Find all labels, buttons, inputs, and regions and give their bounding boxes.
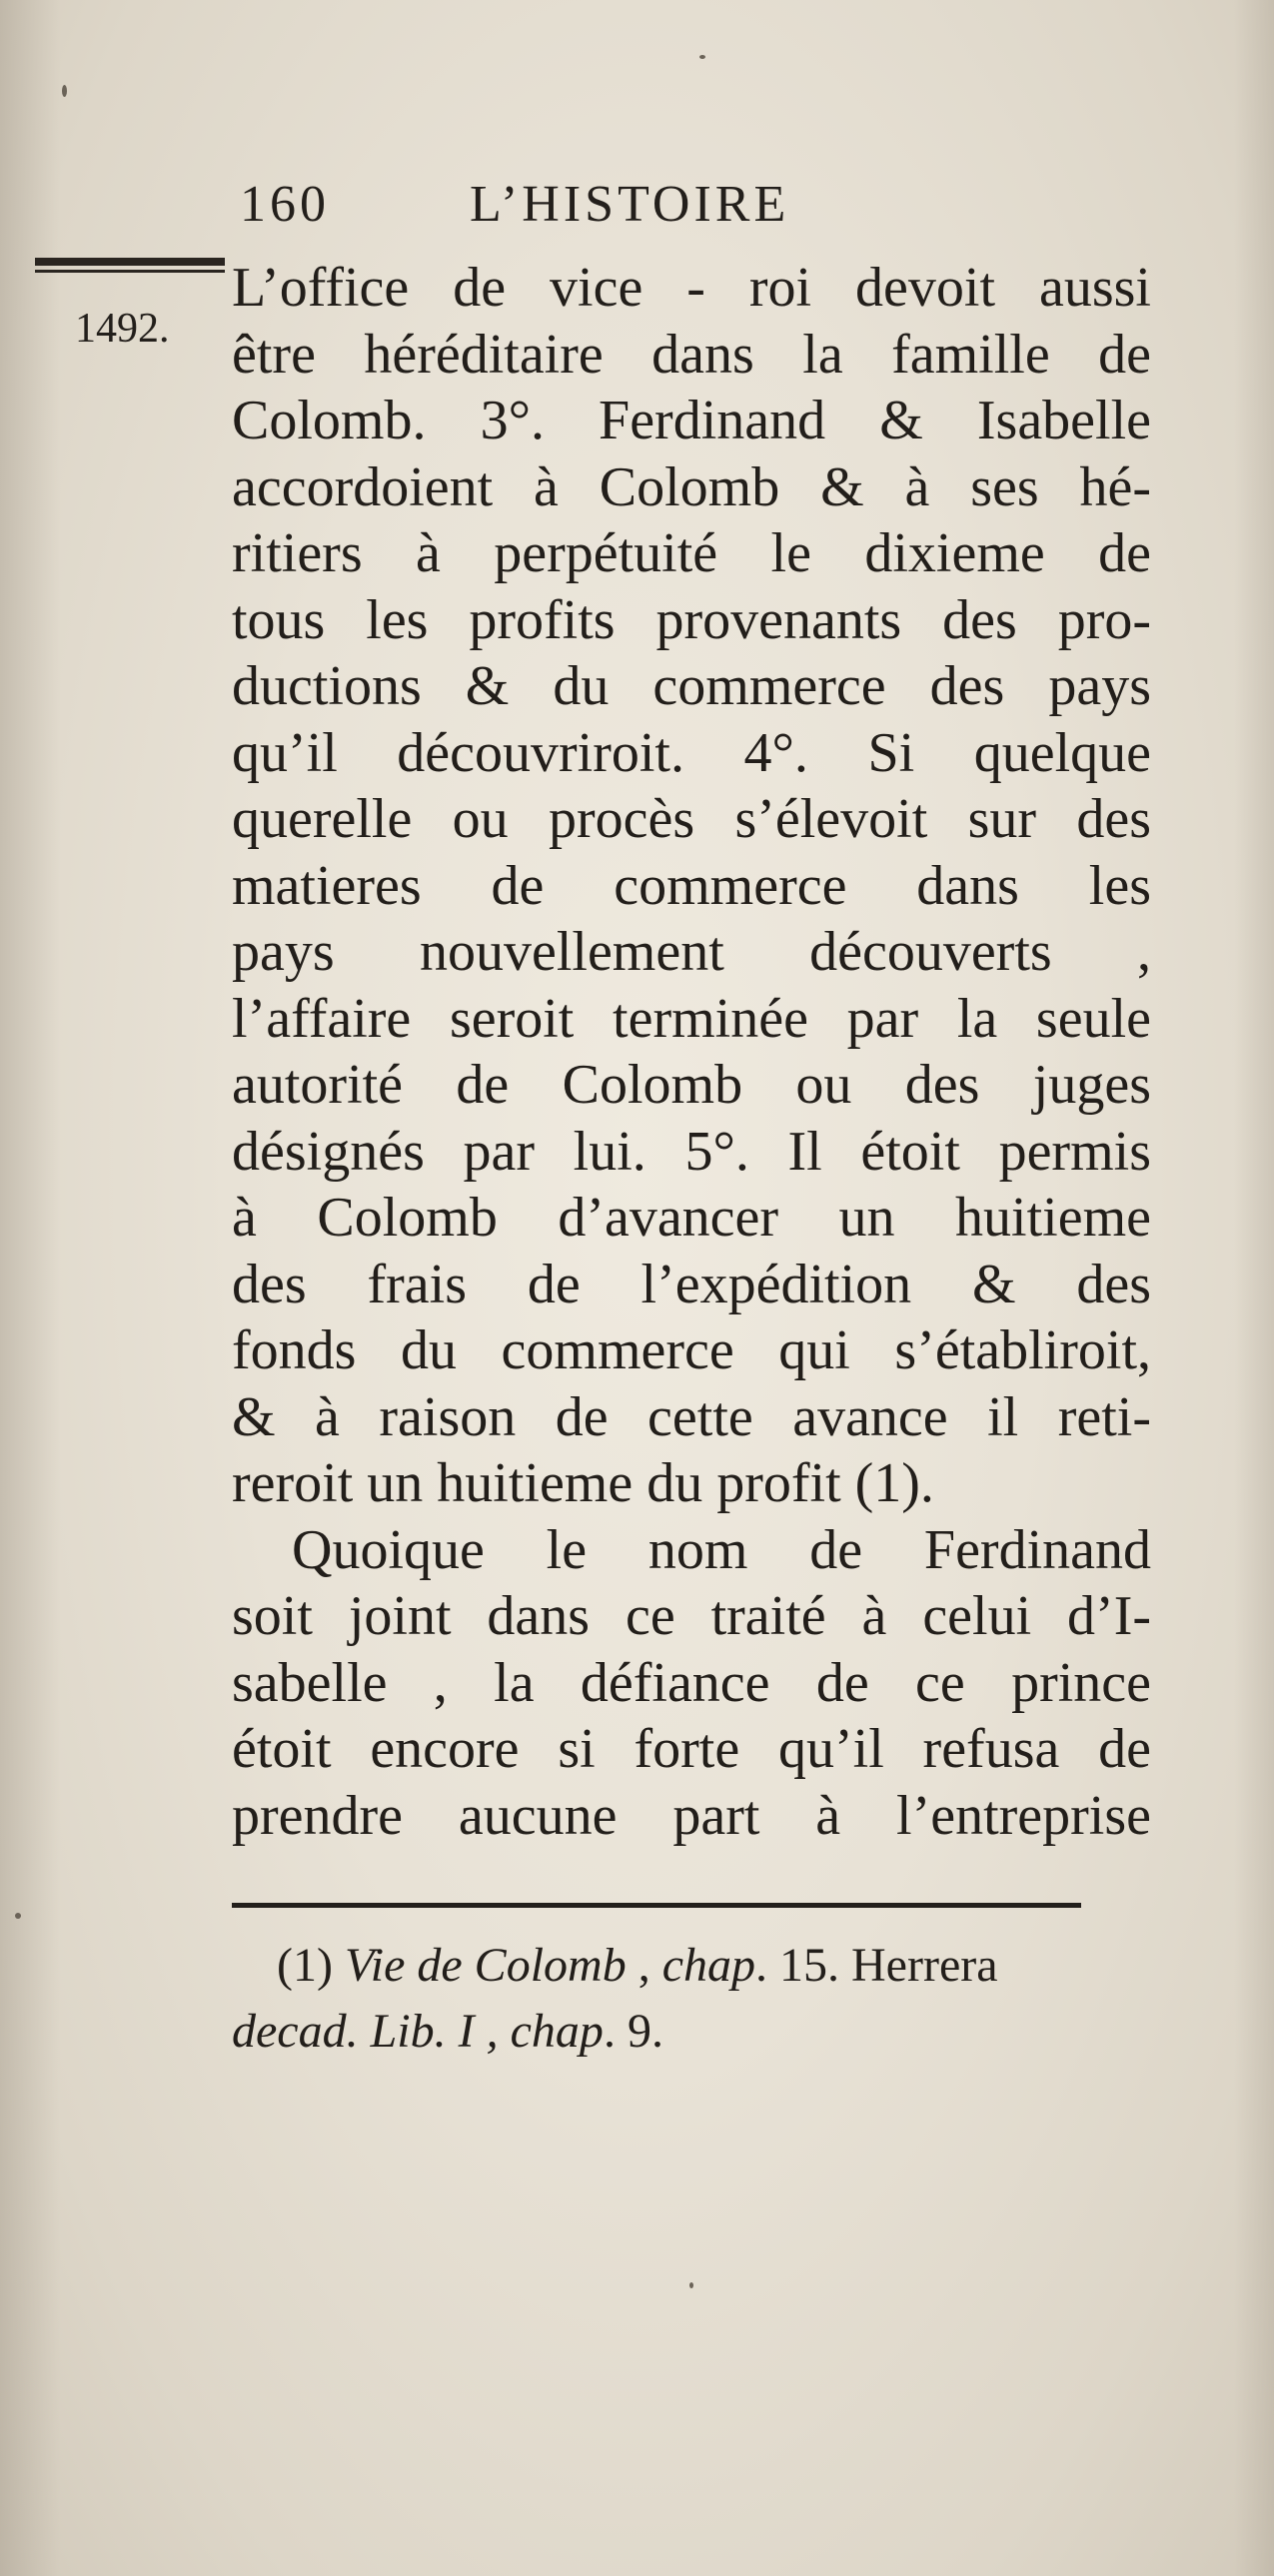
text-line: ductions & du commerce des pays <box>232 655 1151 717</box>
text-line: étoit encore si forte qu’il refusa de <box>232 1718 1151 1780</box>
text-line: L’office de vice - roi devoit aussi <box>232 257 1151 319</box>
header-rule-thin <box>35 270 225 273</box>
text-line: soit joint dans ce traité à celui d’I- <box>232 1585 1151 1647</box>
text-line: tous les profits provenants des pro- <box>232 588 1151 651</box>
text-line: & à raison de cette avance il reti- <box>232 1385 1151 1448</box>
footnote-ref2: decad. Lib. I , chap <box>232 2005 604 2058</box>
body-text <box>232 255 1151 1849</box>
page-shadow-right <box>1234 0 1274 2576</box>
header-rule <box>35 258 225 266</box>
text-line: prendre aucune part à l’entreprise <box>232 1784 1151 1847</box>
paragraph-start-line: Quoique le nom de Ferdinand <box>292 1518 1151 1581</box>
text-line: querelle ou procès s’élevoit sur des <box>232 788 1151 850</box>
paper-speck <box>62 85 67 97</box>
text-line: matieres de commerce dans les <box>232 854 1151 917</box>
running-head: L’HISTOIRE <box>470 176 790 233</box>
text-line: à Colomb d’avancer un huitieme <box>232 1187 1151 1249</box>
text-line: des frais de l’expédition & des <box>232 1253 1151 1315</box>
text-line: autorité de Colomb ou des juges <box>232 1054 1151 1116</box>
footnote-ref-title: Vie de Colomb <box>344 1939 627 1992</box>
paper-speck <box>15 1913 21 1919</box>
text-line: pays nouvellement découverts , <box>232 921 1151 983</box>
paper-speck <box>699 55 705 59</box>
footnote-ref-rest: . 15. Herrera <box>755 1939 998 1992</box>
text-line: être héréditaire dans la famille de <box>232 323 1151 386</box>
footnote-rule <box>232 1903 1081 1908</box>
text-line: fonds du commerce qui s’établiroit, <box>232 1319 1151 1381</box>
text-line: qu’il découvriroit. 4°. Si quelque <box>232 721 1151 784</box>
margin-year: 1492. <box>75 306 170 352</box>
text-line: Colomb. 3°. Ferdinand & Isabelle <box>232 390 1151 451</box>
paper-speck <box>689 2282 693 2288</box>
footnote-ref2-rest: . 9. <box>603 2005 663 2058</box>
text-line: désignés par lui. 5°. Il étoit permis <box>232 1120 1151 1183</box>
text-line: l’affaire seroit terminée par la seule <box>232 987 1151 1050</box>
footnote-ref-chap: chap <box>661 1939 755 1992</box>
footnote <box>232 1933 1151 2065</box>
footnote-marker: (1) <box>277 1939 333 1992</box>
page-shadow-left <box>0 0 60 2576</box>
footnote-separator: , <box>626 1939 662 1992</box>
footnote-line-2 <box>232 1999 1151 2065</box>
page-number: 160 <box>240 176 330 233</box>
text-line: ritiers à perpétuité le dixieme de <box>232 522 1151 584</box>
page-header <box>240 175 939 245</box>
text-line: sabelle , la défiance de ce prince <box>232 1651 1151 1714</box>
text-line: reroit un huitieme du profit (1). <box>232 1452 934 1514</box>
footnote-line-1 <box>232 1933 1151 1999</box>
text-line: accordoient à Colomb & à ses hé- <box>232 455 1151 518</box>
